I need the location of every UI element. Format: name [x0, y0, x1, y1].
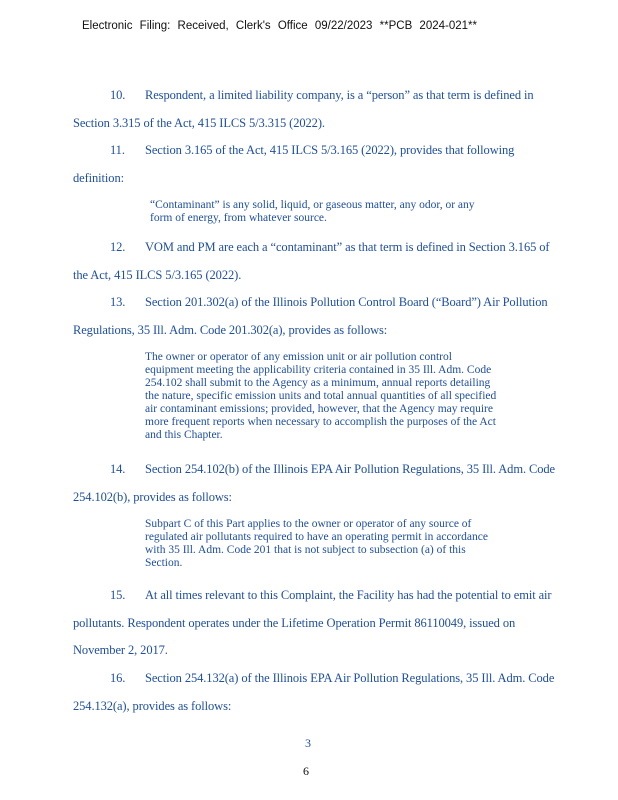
quote-line: equipment meeting the applicability criteria contained in 35 Ill. Adm. Code [145, 364, 492, 376]
paragraph-number: 11. [110, 143, 125, 157]
paragraph-11-line-2: definition: [73, 171, 124, 185]
paragraph-15-line-2: pollutants. Respondent operates under the Lifetime Operation Permit 86110049, issued on [73, 616, 516, 630]
page-number: 3 [305, 736, 311, 750]
paragraph-number: 14. [110, 462, 126, 476]
paragraph-16-line-1: Section 254.132(a) of the Illinois EPA Air Pollution Regulations, 35 Ill. Adm. Code [145, 671, 555, 685]
paragraph-number: 15. [110, 588, 126, 602]
paragraph-15-line-1: At all times relevant to this Complaint, the Facility has had the potential to emit air [145, 588, 552, 602]
paragraph-14-line-2: 254.102(b), provides as follows: [73, 490, 232, 504]
paragraph-number: 12. [110, 240, 126, 254]
quote-line: 254.102 shall submit to the Agency as a minimum, annual reports detailing [145, 377, 491, 389]
paragraph-number: 10. [110, 88, 126, 102]
paragraph-12-line-2: the Act, 415 ILCS 5/3.165 (2022). [73, 268, 242, 282]
quote-line: with 35 Ill. Adm. Code 201 that is not subject to subsection (a) of this [145, 544, 466, 556]
paragraph-number: 16. [110, 671, 126, 685]
quote-line: The owner or operator of any emission unit or air pollution control [145, 351, 452, 363]
quote-line: Section. [145, 557, 183, 569]
paragraph-12-line-1: VOM and PM are each a “contaminant” as that term is defined in Section 3.165 of [145, 240, 550, 254]
paragraph-14-line-1: Section 254.102(b) of the Illinois EPA Air Pollution Regulations, 35 Ill. Adm. Code [145, 462, 555, 476]
paragraph-13-line-2: Regulations, 35 Ill. Adm. Code 201.302(a), provides as follows: [73, 323, 388, 337]
quote-line: and this Chapter. [145, 429, 223, 441]
quote-line: more frequent reports when necessary to accomplish the purposes of the Act [145, 416, 496, 428]
quote-line: the nature, specific emission units and total annual quantities of all specified [145, 390, 497, 402]
paragraph-10-line-1: Respondent, a limited liability company, is a “person” as that term is defined in [145, 88, 534, 102]
paragraph-11-line-1: Section 3.165 of the Act, 415 ILCS 5/3.165 (2022), provides that following [145, 143, 515, 157]
paragraph-15-line-3: November 2, 2017. [73, 643, 168, 657]
pdf-page-number: 6 [303, 764, 309, 778]
paragraph-number: 13. [110, 295, 126, 309]
paragraph-16-line-2: 254.132(a), provides as follows: [73, 699, 232, 713]
filing-header: Electronic Filing: Received, Clerk's Office 09/22/2023 **PCB 2024-021** [82, 20, 477, 32]
quote-line: air contaminant emissions; provided, however, that the Agency may require [145, 403, 493, 415]
paragraph-10-line-2: Section 3.315 of the Act, 415 ILCS 5/3.315 (2022). [73, 116, 325, 130]
quote-line: regulated air pollutants required to have an operating permit in accordance [145, 531, 488, 543]
quote-line: form of energy, from whatever source. [150, 212, 327, 224]
quote-line: Subpart C of this Part applies to the owner or operator of any source of [145, 518, 472, 530]
quote-line: “Contaminant” is any solid, liquid, or gaseous matter, any odor, or any [150, 199, 475, 211]
paragraph-13-line-1: Section 201.302(a) of the Illinois Pollution Control Board (“Board”) Air Pollution [145, 295, 548, 309]
